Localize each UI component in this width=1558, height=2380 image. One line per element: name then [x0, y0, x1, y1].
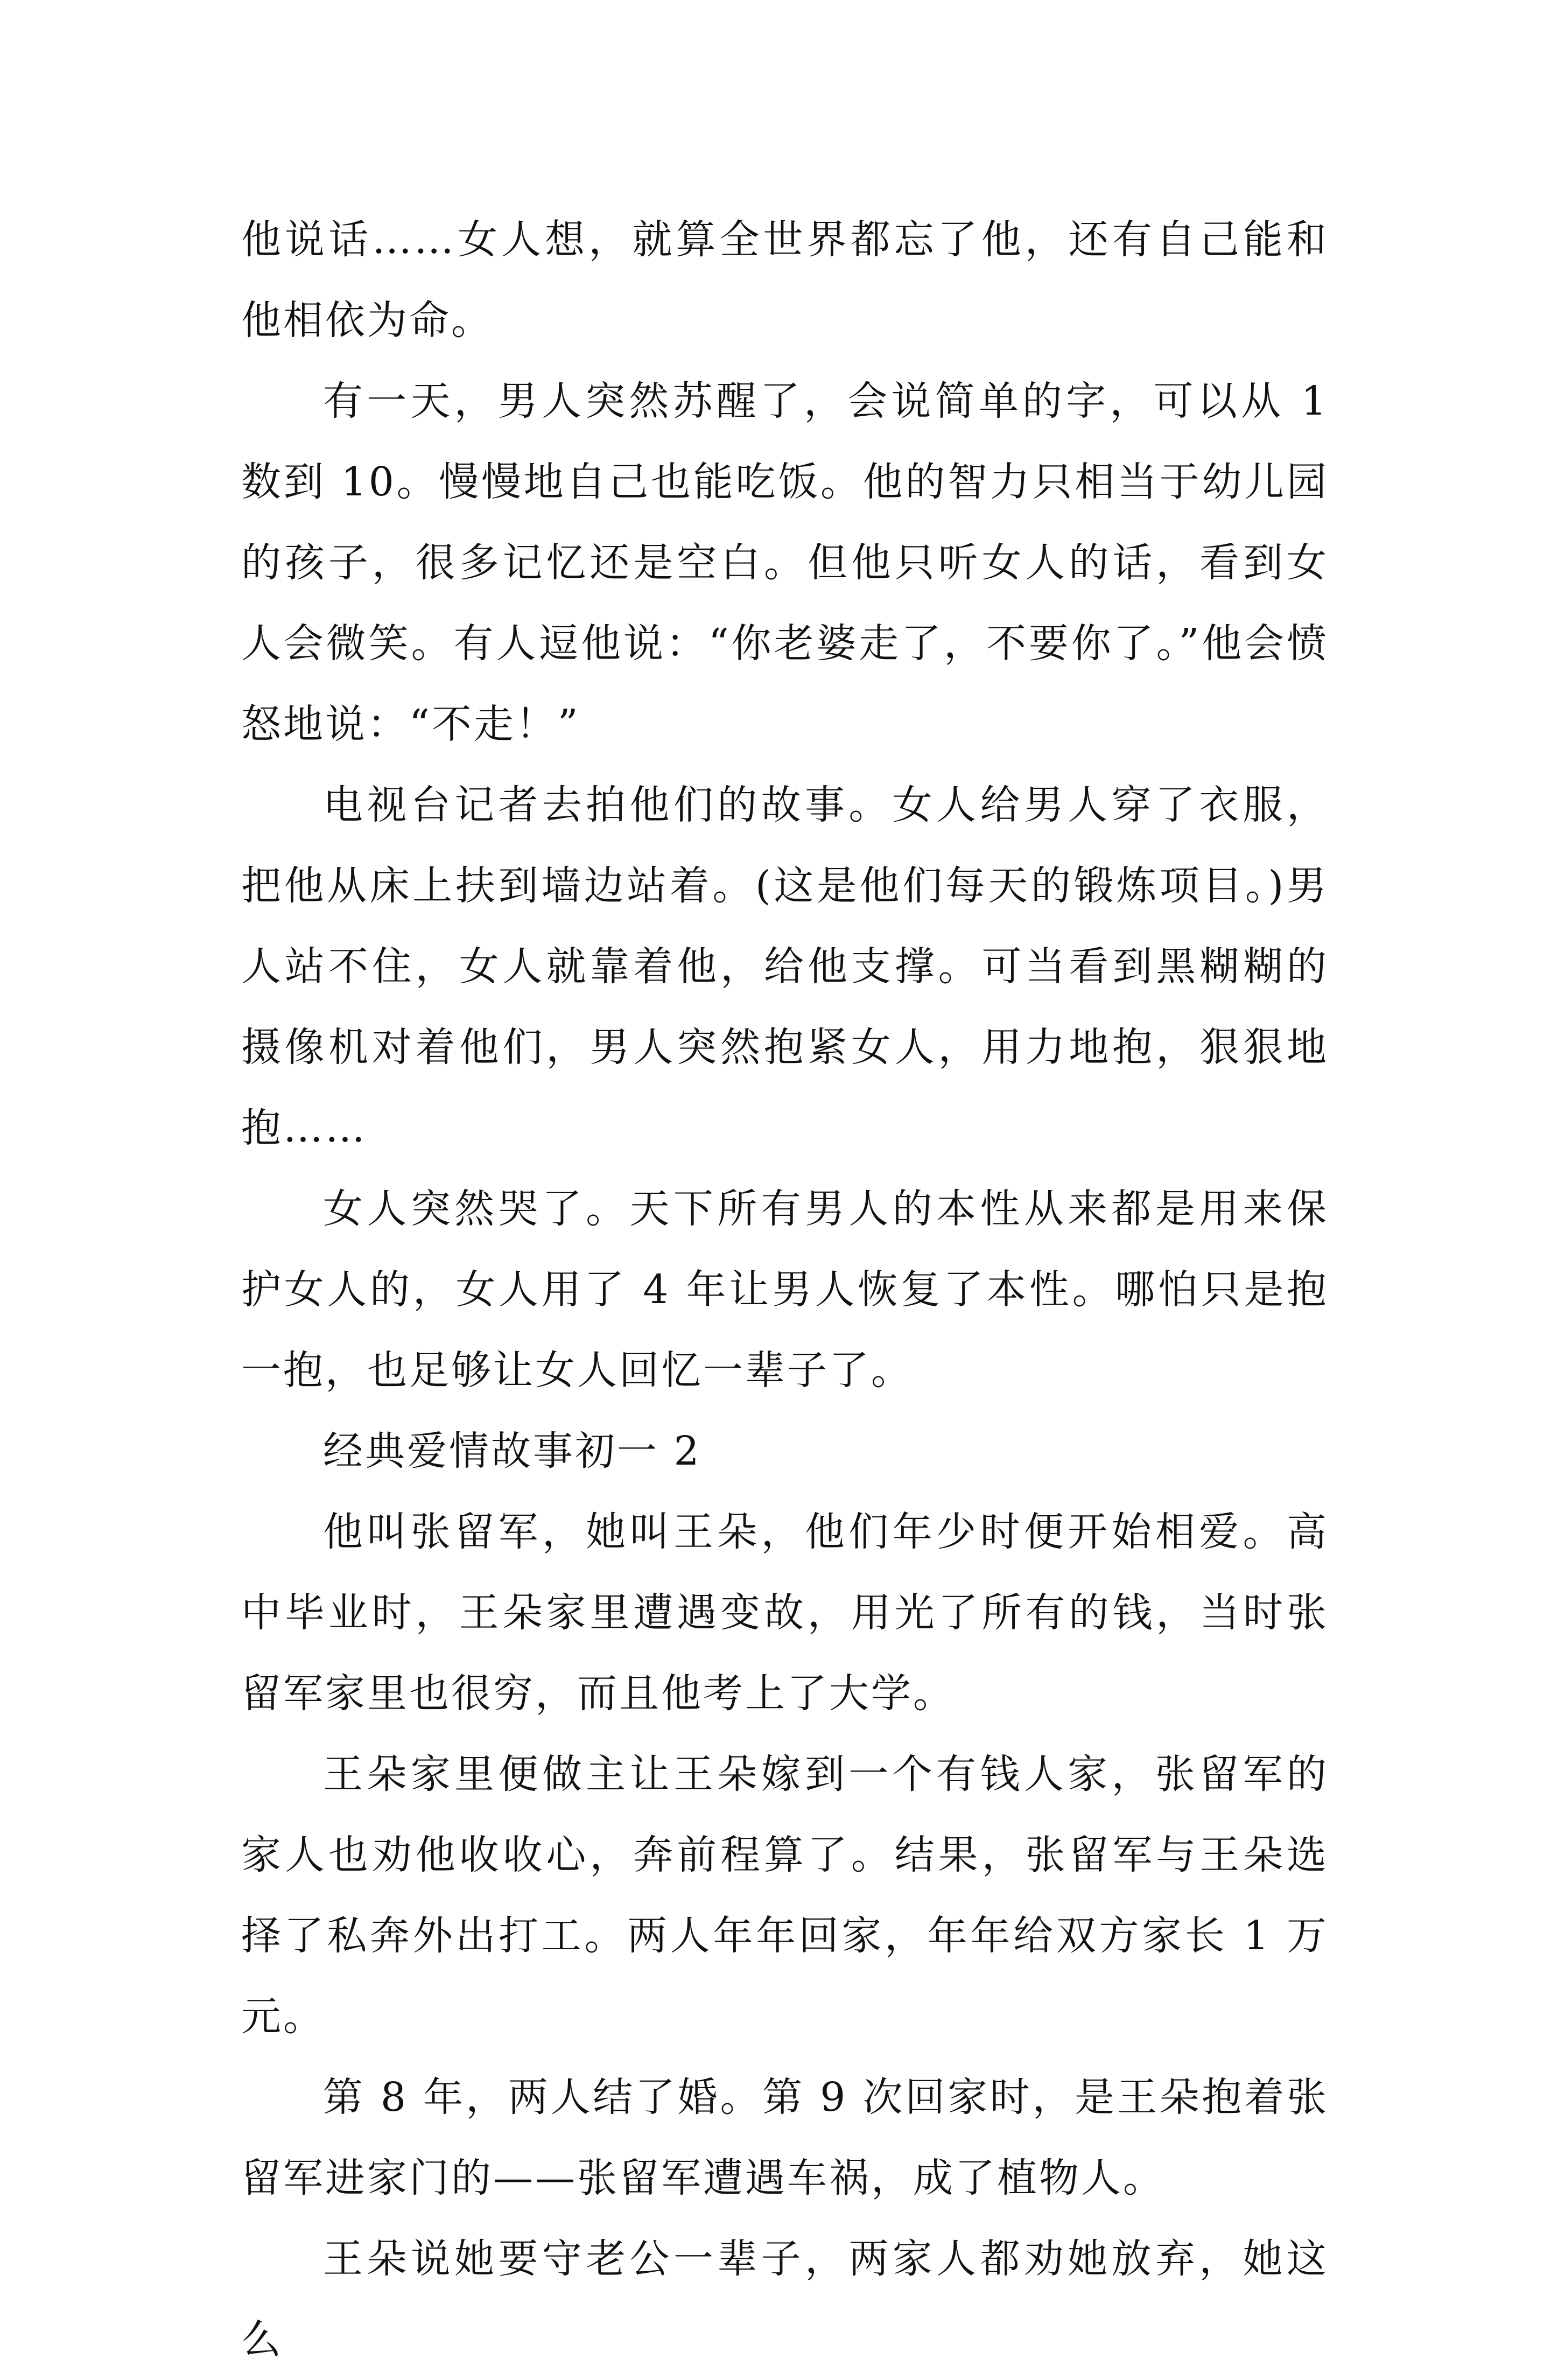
paragraph-6: 王朵家里便做主让王朵嫁到一个有钱人家，张留军的家人也劝他收收心，奔前程算了。结果，张留军与王朵选择了私奔外出打工。两人年年回家，年年给双方家长 1 万元。 — [241, 1751, 1329, 2040]
section-heading: 经典爱情故事初一 2 — [323, 1428, 701, 1474]
paragraph-3: 电视台记者去拍他们的故事。女人给男人穿了衣服，把他从床上扶到墙边站着。(这是他们每天的锻炼项目。)男人站不住，女人就靠着他，给他支撑。可当看到黑糊糊的摄像机对着他们，男人突然抱紧女人，用力地抱，狠狠地抱…… — [241, 782, 1329, 1151]
paragraph-8: 王朵说她要守老公一辈子，两家人都劝她放弃，她这么 — [241, 2236, 1329, 2363]
paragraph-4: 女人突然哭了。天下所有男人的本性从来都是用来保护女人的，女人用了 4 年让男人恢复了本性。哪怕只是抱一抱，也足够让女人回忆一辈子了。 — [241, 1186, 1329, 1394]
paragraph-2: 有一天，男人突然苏醒了，会说简单的字，可以从 1 数到 10。慢慢地自己也能吃饭。他的智力只相当于幼儿园的孩子，很多记忆还是空白。但他只听女人的话，看到女人会微笑。有人逗他说：“你老婆走了，不要你了。”他会愤怒地说：“不走！” — [241, 378, 1329, 747]
paragraph-7: 第 8 年，两人结了婚。第 9 次回家时，是王朵抱着张留军进家门的——张留军遭遇车祸，成了植物人。 — [241, 2074, 1329, 2201]
document-body — [241, 199, 1329, 2380]
paragraph-5: 他叫张留军，她叫王朵，他们年少时便开始相爱。高中毕业时，王朵家里遭遇变故，用光了所有的钱，当时张留军家里也很穷，而且他考上了大学。 — [241, 1509, 1329, 1717]
paragraph-1: 他说话……女人想，就算全世界都忘了他，还有自己能和他相依为命。 — [241, 216, 1329, 344]
